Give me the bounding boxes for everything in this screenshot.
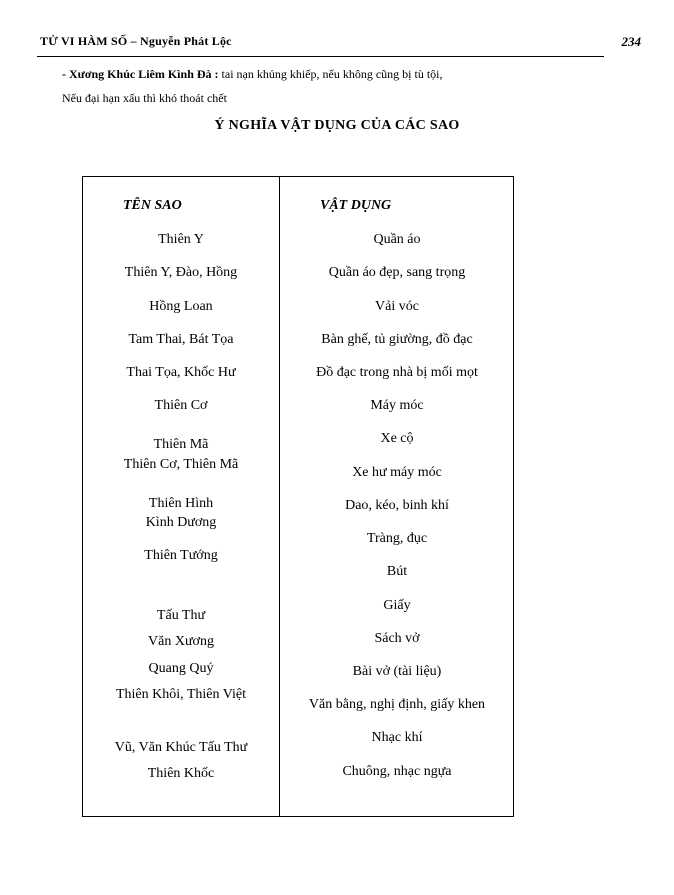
star-name-cell: Thiên Cơ, Thiên Mã — [123, 457, 239, 472]
item-cell: Văn bằng, nghị định, giấy khen — [308, 697, 486, 712]
star-name-cell: Kình Dương — [145, 515, 217, 530]
item-cell: Xe hư máy móc — [352, 465, 442, 480]
star-name-cell: Thiên Tướng — [144, 548, 218, 563]
item-cell: Sách vở — [374, 631, 420, 646]
star-name-cell: Thiên Khôi, Thiên Việt — [115, 687, 247, 702]
star-name-cell: Thiên Y — [158, 232, 204, 247]
column-header-star-name: TÊN SAO — [123, 198, 182, 213]
star-name-cell: Quang Quý — [148, 661, 214, 676]
page-number: 234 — [621, 34, 641, 49]
item-cell: Quần áo — [373, 232, 421, 247]
intro-paragraph-line-1 — [62, 67, 443, 82]
item-cell: Dao, kéo, binh khí — [345, 498, 449, 513]
header-divider — [37, 56, 604, 57]
star-name-cell: Thiên Mã — [153, 437, 209, 452]
intro-paragraph-line-2: Nếu đại hạn xấu thì khó thoát chết — [62, 91, 227, 105]
item-cell: Đồ đạc trong nhà bị mối mọt — [316, 365, 478, 380]
star-name-cell: Thiên Hình — [148, 496, 214, 511]
star-name-cell: Tấu Thư — [156, 608, 206, 623]
item-cell: Bàn ghế, tủ giường, đồ đạc — [321, 332, 473, 347]
item-cell: Bài vở (tài liệu) — [352, 664, 442, 679]
star-name-cell: Thiên Cơ — [154, 398, 208, 413]
item-cell: Quần áo đẹp, sang trọng — [328, 265, 466, 280]
item-cell: Nhạc khí — [371, 730, 423, 745]
column-header-item: VẬT DỤNG — [320, 198, 392, 213]
item-cell: Máy móc — [370, 398, 424, 413]
item-cell: Chuông, nhạc ngựa — [342, 764, 452, 779]
star-name-cell: Thiên Khốc — [147, 766, 215, 781]
star-name-cell: Tam Thai, Bát Tọa — [128, 332, 234, 347]
item-cell: Vải vóc — [375, 299, 419, 314]
item-cell: Giấy — [383, 598, 411, 613]
star-name-cell: Văn Xương — [148, 634, 214, 649]
section-heading: Ý NGHĨA VẬT DỤNG CỦA CÁC SAO — [214, 118, 460, 133]
item-cell: Tràng, đục — [366, 531, 428, 546]
star-name-cell: Vũ, Văn Khúc Tấu Thư — [114, 740, 248, 755]
running-header-title: TỬ VI HÀM SỐ – Nguyễn Phát Lộc — [40, 34, 232, 48]
intro-description: tai nạn khủng khiếp, nếu không cũng bị tù tội, — [218, 67, 443, 81]
star-name-cell: Thai Tọa, Khốc Hư — [126, 365, 236, 380]
star-name-cell: Hồng Loan — [149, 299, 213, 314]
item-cell: Xe cộ — [380, 431, 414, 446]
star-name-cell: Thiên Y, Đào, Hồng — [124, 265, 238, 280]
star-items-table — [82, 176, 514, 817]
item-cell: Bút — [386, 564, 408, 579]
intro-bold-term: - Xương Khúc Liêm Kình Đà : — [62, 67, 219, 81]
